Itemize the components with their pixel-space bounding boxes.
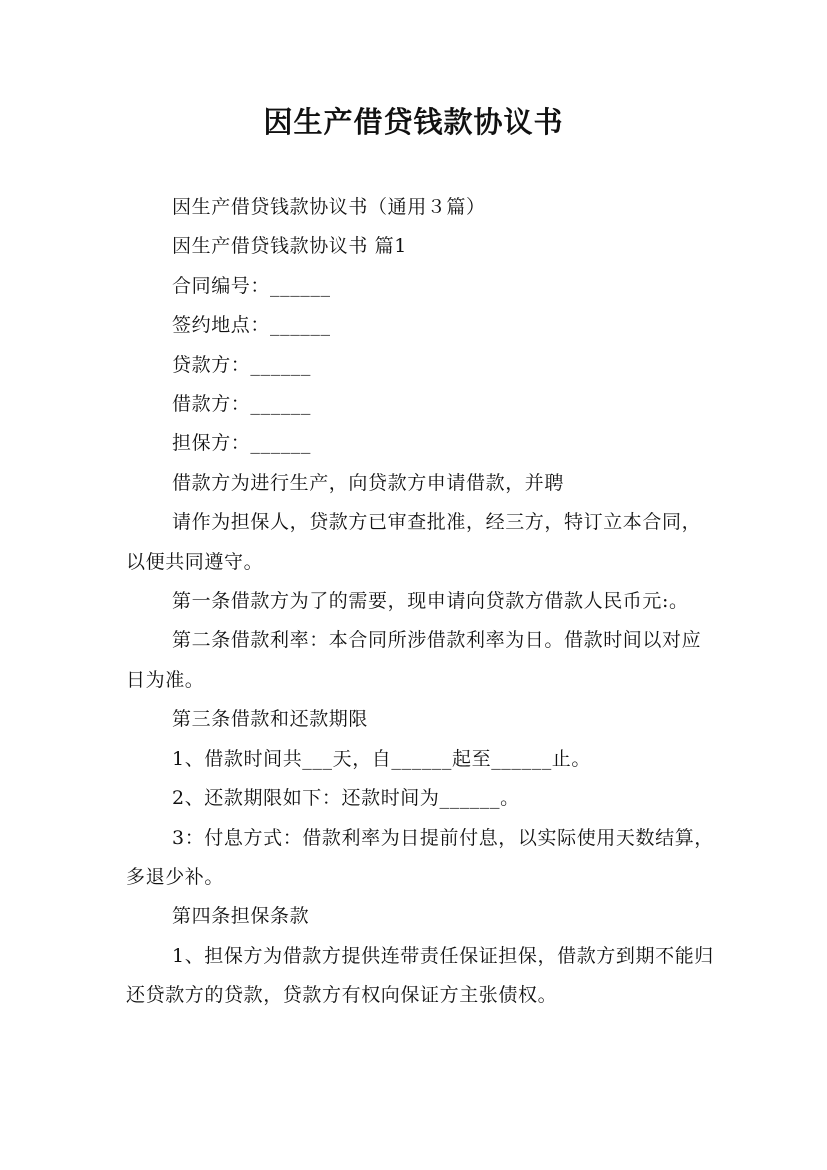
- paragraph-interest-method: 3：付息方式：借款利率为日提前付息，以实际使用天数结算，多退少补。: [126, 826, 714, 888]
- document-title: 因生产借贷钱款协议书: [263, 105, 564, 139]
- paragraph-article-3: 第三条借款和还款期限: [172, 708, 369, 731]
- paragraph-article-1: 第一条借款方为了的需要，现申请向贷款方借款人民币元:。: [172, 590, 689, 613]
- paragraph-guarantor: 担保方：______: [172, 432, 312, 455]
- paragraph-intro-line-2: 请作为担保人，贷款方已审查批准，经三方，特订立本合同，以便共同遵守。: [126, 511, 702, 573]
- paragraph-intro-line-1: 借款方为进行生产，向贷款方申请借款，并聘: [172, 471, 565, 494]
- paragraph-subtitle: 因生产借贷钱款协议书（通用３篇）: [172, 196, 486, 218]
- paragraph-repayment-term: 2、还款期限如下：还款时间为______。: [172, 787, 520, 810]
- paragraph-article-4: 第四条担保条款: [172, 905, 310, 928]
- paragraph-contract-number: 合同编号：______: [172, 274, 331, 297]
- document-body: [126, 188, 716, 1016]
- paragraph-borrower: 借款方：______: [172, 393, 312, 416]
- paragraph-lender: 贷款方：______: [172, 353, 312, 376]
- paragraph-section-heading: 因生产借贷钱款协议书 篇1: [172, 235, 407, 258]
- paragraph-loan-term: 1、借款时间共___天，自______起至______止。: [172, 747, 591, 770]
- paragraph-guarantee-clause: 1、担保方为借款方提供连带责任保证担保，借款方到期不能归还贷款方的贷款，贷款方有权向保证方主张债权。: [126, 944, 714, 1007]
- paragraph-signing-place: 签约地点：______: [172, 314, 331, 337]
- paragraph-article-2: 第二条借款利率：本合同所涉借款利率为日。借款时间以对应日为准。: [126, 629, 702, 691]
